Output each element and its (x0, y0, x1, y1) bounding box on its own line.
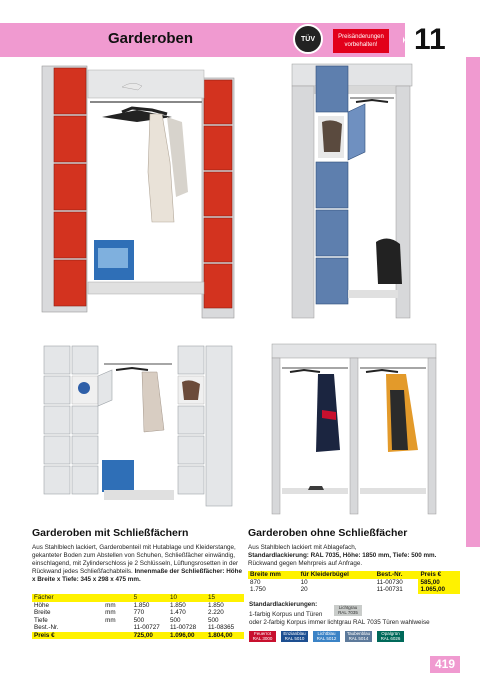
paint-heading: Standardlackierungen: (249, 601, 318, 608)
left-table-cell: 11-00728 (169, 624, 197, 631)
paint-swatch-code: RAL 5010 (284, 636, 305, 641)
left-table-row (32, 624, 244, 632)
left-section-title: Garderoben mit Schließfächern (32, 527, 189, 539)
price-note-line2: vorbehalten! (344, 42, 378, 48)
lichtgrau-swatch: Lichtgrau RAL 7035 (334, 605, 362, 616)
paint-swatch-name: Taubenblau (346, 631, 371, 636)
right-table-header-cell: Breite mm (250, 571, 281, 578)
left-table-cell: Höhe (34, 601, 50, 609)
right-table-header-cell: Preis € (420, 571, 442, 578)
right-section-title: Garderoben ohne Schließfächer (248, 527, 408, 539)
left-table-cell: mm (105, 616, 116, 624)
paint-swatch-code: RAL 5012 (316, 636, 337, 641)
paint-line1: 1-farbig Korpus und Türen (249, 611, 323, 618)
paint-swatch-name: Opalgrün (381, 631, 400, 636)
left-table-cell: 1.850 (207, 601, 224, 609)
right-section-description (248, 544, 464, 568)
right-table-cell: 585,00 (418, 579, 460, 587)
paint-swatch-code: RAL 6026 (380, 636, 401, 641)
left-table-cell: mm (105, 601, 116, 609)
right-table-cell: 11-00731 (376, 586, 403, 593)
left-table-row (32, 602, 244, 610)
right-spec-table (248, 571, 460, 594)
paint-swatch (345, 631, 372, 642)
side-strip (466, 57, 480, 547)
product-photo-open-wardrobe (268, 340, 440, 520)
left-table-cell: 1.850 (133, 601, 150, 609)
left-table-cell: 1.470 (169, 609, 186, 616)
paint-swatch-code: RAL 3000 (252, 636, 273, 641)
left-table-row (32, 609, 244, 617)
left-table-cell: 1.850 (169, 601, 186, 609)
right-table-cell: 870 (250, 578, 261, 586)
paint-swatch-name: Feuerrot (253, 631, 271, 636)
paint-swatch (281, 631, 308, 642)
left-table-row (32, 632, 244, 640)
left-table-cell: 11-08365 (207, 624, 235, 631)
left-table-cell: 770 (133, 609, 145, 616)
paint-swatch (377, 631, 404, 642)
paint-swatch (313, 631, 340, 642)
chapter-number: 11 (414, 23, 446, 56)
left-table-cell: 10 (169, 594, 177, 601)
left-table-cell: 5 (133, 594, 138, 601)
right-description-tail: Rückwand gegen Mehrpreis auf Anfrage. (248, 560, 363, 567)
right-table-header-cell: für Kleiderbügel (300, 571, 349, 578)
price-note-line1: Preisänderungen (338, 34, 384, 40)
left-table-row (32, 594, 244, 602)
left-table-cell: Best.-Nr. (34, 624, 59, 631)
left-table-cell: Tiefe (34, 616, 48, 624)
left-table-cell: 2.220 (207, 609, 224, 616)
left-table-cell: Breite (34, 609, 51, 616)
left-table-row (32, 617, 244, 625)
right-table-cell: 20 (300, 586, 308, 593)
right-table-cell: 10 (300, 578, 308, 586)
left-table-cell (103, 624, 131, 632)
page-number: 419 (430, 656, 460, 673)
left-table-cell: 1.096,00 (169, 631, 195, 639)
left-table-cell: Fächer (34, 594, 54, 601)
right-table-cell: 1.750 (250, 586, 266, 593)
right-table-cell: 11-00730 (376, 578, 403, 586)
left-table-cell: 15 (207, 594, 215, 601)
left-table-cell: 500 (207, 616, 219, 624)
paint-swatch-code: RAL 5014 (348, 636, 369, 641)
left-description-plain: Aus Stahlblech lackiert, Garderobenteil mit Hutablage und Kleiderstange, gekanteter Boden zum Abstellen von Schuhen, Schließfächer einwändig, einschlagend, mit Zylinderschloss je 2 Schlüsseln, Lüftungsrosetten in der Rückwand jedes Schließfachabteils. (32, 544, 239, 575)
page-title: Garderoben (108, 30, 194, 47)
right-table-row (248, 586, 460, 594)
tuev-seal-icon: TÜV (293, 24, 323, 54)
left-description-bold: Innenmaße der Schließfächer: Höhe x Breite x Tiefe: 345 x 298 x 475 mm. (32, 568, 242, 583)
left-table-cell: 11-00727 (133, 624, 160, 631)
right-table-row (248, 579, 460, 587)
paint-line2: oder 2-farbig Korpus immer lichtgrau RAL 7035 Türen wahlweise (249, 619, 430, 626)
right-table-header-cell: Best.-Nr. (376, 571, 403, 578)
right-table-header-row (248, 571, 460, 579)
left-table-cell: 1.804,00 (207, 631, 233, 639)
paint-swatch (249, 631, 276, 642)
paint-swatch-name: Lichtblau (317, 631, 336, 636)
paint-swatch-name: Enzianblau (283, 631, 306, 636)
right-table-cell: 1.065,00 (418, 586, 460, 594)
left-table-cell: 500 (169, 616, 181, 624)
left-table-cell: mm (105, 609, 116, 616)
left-table-cell: Preis € (34, 631, 55, 639)
price-note-badge (333, 29, 389, 53)
left-table-cell (103, 594, 131, 602)
product-photo-grey-lockers (32, 340, 242, 520)
left-spec-table (32, 594, 244, 639)
chapter-chevron-icon (395, 23, 405, 57)
right-description-bold: Standardlackierung: RAL 7035, Höhe: 1850 mm, Tiefe: 500 mm. (248, 552, 437, 559)
left-table-cell: 500 (133, 616, 145, 624)
right-description-plain: Aus Stahlblech lackiert mit Ablagefach, (248, 544, 357, 551)
product-photo-red-lockers (32, 62, 242, 324)
product-photo-blue-lockers (290, 62, 414, 324)
left-table-cell (103, 632, 131, 640)
left-section-description (32, 544, 244, 584)
left-table-cell: 725,00 (133, 631, 153, 639)
